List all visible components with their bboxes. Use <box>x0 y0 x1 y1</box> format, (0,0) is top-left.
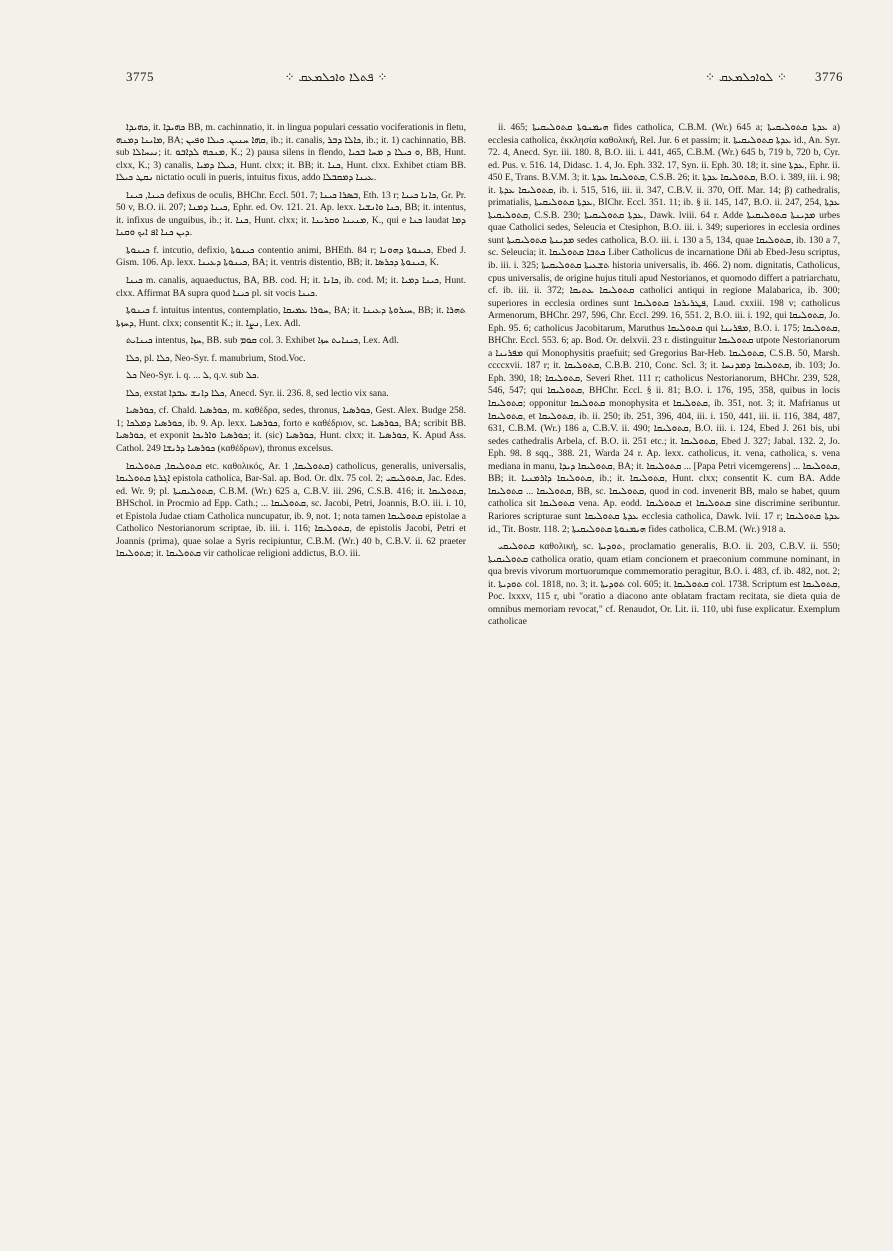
dictionary-entry: ܟܠܐ, exstat ܟܠܐ ܕܐܢܫ ܥܒܕܐ, Anecd. Syr. ii. 236. 8, sed lectio vix sana. <box>126 387 389 399</box>
page-number-left: 3775 <box>126 69 154 84</box>
running-head-left: ⁘ ܦܬܠܐ ܘܐܟܠܡܥܩ ⁘ <box>284 70 388 84</box>
dictionary-entry: ܟܠ Neo-Syr. i. q. ... ܠ, q.v. sub ܟܠ. <box>126 370 260 382</box>
dictionary-entry: ܟܘܪܣܝܐ, cf. Chald. ܟܘܪܣܝܐ, m. καθέδρα, sedes, thronus, ܟܘܪܣܝܐ, Gest. Alex. Budge 258. 1; ܟܘܪܣܝܐ ܕܡܠܟܐ, ib. 9. Ap. lexx. ܟܘܪܣܝܐ, forto e καθέδριον, sc. ܟܘܪܣܝܐ, BA; scribit BB. ܟܘܪܣܝܐ, et exponit ܟܘܪܣܝܐ ܘܐܪܝܟܐ; it. (sic) ܟܘܪܣܝܐ, Hunt. clxx; it. ܟܘܪܣܝܐ, K. Apud Ass. Cathol. 249 ܟܘܪܣܝܐ ܕܪܝܫܐ (καθέδρων), thronus excelsus. <box>116 405 466 455</box>
dictionary-entry: ܟܝܢܐ, ܟܝܢܐ defixus de oculis, BHChr. Eccl. 501. 7; ܒܣܪܐ ܟܝܢܐ, Eth. 13 r; ܟܐܢܐ ܟܝܢܐ, Gr. Pr. 50 v, B.O. ii. 207; ܟܝܢܐ ܕܡܢܐ, Ephr. ed. Ov. 121. 21. Ap. lexx. ܟܢܐ ܘܐܢܫܝܐ, BB; it. intentus, it. infixus de unguibus, ib.; it. ܟܢܐ, Hunt. clxx; it. ܡܢܝܢܐ ܘܩܪܝܢܐ, K., qui e ܟܢܐ laudat ܕܡܐ ܕܝܢ ܟܢܐ ܐܦ ܐܝܟ ܘܩܢܐ. <box>116 189 466 239</box>
dictionary-entry: ܩܬܘܠܝܩܝ καθολική, sc. ܬܘܕܝܬܐ, proclamatio generalis, B.O. ii. 203, C.B.V. ii. 550; ܩܬܘܠܝܩܝܬܐ catholica oratio, quam etiam concionem et praeconium commune nominant, in qua brevis vivorum mortuorumque commemoratio peragitur, B.O. i. 483, cf. ib. 482, not. 2; it. ܬܘܕܝܬܐ col. 1818, no. 3; it. ܬܘܕܝܬܐ col. 605; it. ܩܬܘܠܝܩܐ col. 1738. Scriptum est ܩܬܘܠܝܩܐ, Poc. lxxxv, 115 r, ubi "oratio a diacono ante oblatam fractam recitata, sie dieta quia de omnibus memoriam revocat," cf. Renaudot, Or. Lit. ii. 110, ubi fuse explicatur. Exemplum catholicae <box>488 541 840 628</box>
dictionary-entry: ܟܠܐ, pl. ܟܠܐ, Neo-Syr. f. manubrium, Stod.Voc. <box>126 352 306 364</box>
page-number-right: 3776 <box>815 69 843 84</box>
dictionary-entry: ܟܗܝܕܐ, it. ܟܗܝܕܐ BB, m. cachinnatio, it. in lingua populari cessatio vociferationis in fletu, ܡܐܝܢܐ ܕܡܢܗ, BA; ܩܗܐ ܚܢܝܢ. ܟܝܠܐ ܘܦܝܢ, ib.; it. canalis, ܟܐܠܐ ܕܒܪ, ib.; it. 1) cachinnatio, BB. sub ܢܝܚܐܠܐ; it. ܡܢܟܗ ܠܕܐܒܘ, K.; 2) pausa silens in flendo, ܘ ܟܝܠܐ ܕ ܡܚܐ ܒܟܝܐ, BB, Hunt. clxx, K.; 3) canalis, ܟܝܠܐ ܕܡܝܐ, Hunt. clxx; it. BB; it. ܟܢܐ, Hunt. clxx. Exhibet ctiam BB. ܢܩܛ ܟܝܠܐ nictatio oculi in pueris, intuitus fixus, addo ܥܝܢܐ ܕܡܩܒܠܐ. <box>116 122 466 184</box>
dictionary-entry: ܩܬܘܠܝܩܐ, ܩܬܘܠܝܩܐ etc. καθολικός, Ar. ܩܬܘܠܝܩܐ, 1) catholicus, generalis, universalis, ܐܓܪܬܐ ܩܬܘܠܝܩܐ epistola catholica, Bar-Sal. ap. Bod. Or. dlx. 75 col. 2; ܩܬܘܠܝܩܝ, Jac. Edes. ed. Wr. 9; pl. ܩܬܘܠܝܩܝܬܐ, C.B.M. (Wr.) 625 a, C.B.V. iii. 296, C.S.B. 416; it. ܩܬܘܠܝܩܐ, BHSchol. in Procmio ad Epp. Cath.; ... ܩܬܘܠܝܩܐ, sc. Jacobi, Petri, Joannis, B.O. iii. i. 10, et Epistola Judae ctiam Catholica nuncupatur, ib. 9, not. 1; nota tamen ܩܬܘܠܝܩܐ epistolae a Catholico Nestorianorum scriptae, ib. iii. i. 116; ܩܬܘܠܝܩܐ, de epistolis Jacobi, Petri et Joannis (prima), quae solae a Syris recipiuntur, C.B.M. (Wr.) 40 b, C.B.V. ii. 62 praeter ܩܬܘܠܝܩܐ; it. ܩܬܘܠܝܩܐ vir catholicae religioni addictus, B.O. iii. <box>116 460 466 560</box>
dictionary-entry: ܟܝܢܘܬܐ f. intuitus intentus, contemplatio, ܚܘܪܐ ܥܡܝܩܐ, BA; it. ܚܝܪܘܬܐ ܕܥܝܢܐ, BB; it. ܬܗܪܐ ܕܚܙܬܐ, Hunt. clxx; consentit K.; it. ܢܨܐ, Lex. Adl. <box>116 305 466 329</box>
dictionary-entry: ܟܝܢܘܬܐ f. intcutio, defixio, ܟܝܢܘܬܐ contentio animi, BHEth. 84 r; ܟܝܢܘܬܐ ܕܗܘܢܐ, Ebed J. Gism. 106. Ap. lexx. ܟܝܢܘܬܐ ܕܥܝܢܐ, BA; it. ventris distentio, BB; it. ܟܝܢܘܬܐ ܕܟܪܣܐ, K. <box>116 244 466 269</box>
running-head-right: ⁘ ܠܘܐܟܠܡܥܩ ⁘ <box>705 70 787 84</box>
right-column <box>488 122 840 1222</box>
left-column <box>116 122 466 1222</box>
dictionary-entry: ܟܝܢܐܝܬ intentus, ܚܙܐ, BB. sub ܩܘܡ col. 3. Exhibet ܟܝܢܐܝܬ ܚܙܐ, Lex. Adl. <box>126 335 399 347</box>
page-header <box>126 66 853 88</box>
dictionary-entry: ܟܝܢܐ m. canalis, aquaeductus, BA, BB. cod. H; it. ܟܐܢܐ, ib. cod. M; it. ܟܝܢܐ ܕܡܝܐ, Hunt. clxx. Affirmat BA supra quod ܟܝܢܐ pl. sit vocis ܟܝܢܐ. <box>116 275 466 299</box>
dictionary-entry: ii. 465; ܗܝܡܢܘܬܐ ܩܬܘܠܝܩܝܬܐ fides catholica, C.B.M. (Wr.) 645 a; ܥܕܬܐ ܩܬܘܠܝܩܝܬܐ a) ecclesia catholica, ἐκκλησία καθολική, Rel. Jur. 6 et passim; it. ܥܕܬܐ ܩܬܘܠܝܩܝܬܐ id., An. Syr. 72. 4, Anecd. Syr. iii. 180. 8, B.O. iii. i. 441, 465, C.B.M. (Wr.) 645 b, 719 b, 720 b, Cyr. ed. Pus. v. 516. 14, Didasc. 1. 4, Jo. Eph. 332. 17, Syn. ii. Eph. 30. 18; it. sine ܥܕܬܐ, Ephr. ii. 450 E, Trans. B.V.M. 3; it. ܩܬܘܠܝܩܐ ܥܕܬܐ, C.S.B. 26; it. ܩܬܘܠܝܩܐ ܥܕܬܐ, B.O. i. 389, iii. i. 98; it. ܩܬܘܠܝܩܐ ܥܕܬܐ, ib. i. 515, 516, iii. ii. 347, C.B.V. ii. 370, Off. Mar. 14; β) cathedralis, primatialis, ܥܕܬܐ ܩܬܘܠܝܩܝܬܐ, BIChr. Eccl. 351. 11; ib. § ii. 145, 147, B.O. ii. 247, 254, ܥܕܬܐ ܩܬܘܠܝܩܝܬܐ, C.S.B. 230; ܥܕܬܐ ܩܬܘܠܝܩܝܬܐ, Dawk. lviii. 64 r. Adde ܡܕܝܢܬܐ ܩܬܘܠܝܩܝܬܐ urbes quae Catholici sedes, Seleucia et Ctesiphon, B.O. iii. i. 349; superiores in ecclesia ordines sunt ܡܕܝܢܬܐ ܩܬܘܠܝܩܝܬܐ sedes catholica, B.O. iii. i. 130 a 5, 134, quae ܩܬܘܠܝܩܐ, ib. 130 a 7, sc. Seleucia; it. ܟܬܒܐ ܩܬܘܠܝܩܐ Liber Catholicus de incarnatione Dñi ab Ebed-Jesu scriptus, ib. iii. i. 325; ܬܫܥܝܬܐ ܩܬܘܠܝܩܝܬܐ historia universalis, ib. 466. 2) nom. dignitatis, Catholicus, cpus universalis, de origine hujus tituli apud Nestorianos, et quomodo differt a patriarchatu, cf. ib. iii. ii. 372; ܩܬܘܠܝܩܐ ܥܬܝܩܐ catholici antiqui in regione Malabarica, ib. 300; superiores in ecclesia ordines sunt ܦܛܪܝܪܟܐ ܩܬܘܠܝܩܐ, Laud. cxxiii. 198 v; catholicus Armenorum, BHChr. 297, 596, Chr. Eccl. 299. 16, 551. 2, B.O. iii. i. 192, qui ܩܬܘܠܝܩܐ, Jo. Eph. 95. 6; catholicus Jacobitarum, Maruthus ܩܬܘܠܝܩܐ qui ܡܦܪܝܢܐ, B.O. i. 175; ܩܬܘܠܝܩܐ, BHChr. Eccl. 553. 6; ap. Bod. Or. delxvii. 23 r. distinguitur ܩܬܘܠܝܩܐ utpote Nestorianorum a ܡܦܪܝܢܐ qui Monophysitis praefuit; sed Gregorius Bar-Heb. ܩܬܘܠܝܩܐ, C.S.B. 50, Marsh. ccccxvii. 187 r; it. ܩܬܘܠܝܩܐ, C.B.B. 210, Conc. Scl. 3; it. ܩܬܘܠܝܩܐ ܕܡܕܢܚܐ, ib. 103; Jo. Eph. 390, 18; ܩܬܘܠܝܩܐ, Severi Rhet. 111 r; catholicus Nestorianorum, BHChr. 239, 528, 546, 547; qui ܩܬܘܠܝܩܐ, BHChr. Eccl. § ii. 81; B.O. i. 176, 195, 358, quibus in locis ܩܬܘܠܝܩܐ; opponitur ܩܬܘܠܝܩܐ monophysita et ܩܬܘܠܝܩܐ, ib. 351, not. 3; it. Mafrianus ut ܩܬܘܠܝܩܐ, et ܩܬܘܠܝܩܐ, ib. ii. 250; ib. 251, 396, 404, iii. i. 150, 441, iii. ii. 116, 384, 487, 631, C.B.M. (Wr.) 186 a, C.B.V. ii. 490; ܩܬܘܠܝܩܐ, B.O. iii. i. 124, Ebed J. 261 bis, ubi sedes cathedralis Arbela, cf. B.O. ii. 251 etc.; it. ܩܬܘܠܝܩܐ, Ebed J. 327; Jabal. 132. 2, Jo. Eph. 98. 8 sqq., 388. 21, Warda 24 r. Ap. lexx. catholicus, it. vena, catholica, s. vena mediana in manu, ܩܬܘܠܝܩܐ ܕܝܕܐ, BA; it. ܩܬܘܠܝܩܐ ... [Papa Petri vicemgerens] ... ܩܬܘܠܝܩܐ, BB; it. ܩܬܘܠܝܩܐ ܕܐܪܡܢܝܐ, ib.; it. ܩܬܘܠܝܩܐ, Hunt. clxx; consentit K. cum BA. Adde ܩܬܘܠܝܩܐ ... ܩܬܘܠܝܩܐ, BB, sc. ܩܬܘܠܝܩܐ, quod in cod. invenerit BB, malo se habet, quum catholica sit ܩܬܘܠܝܩܐ vena. Ap. eodd. ܩܬܘܠܝܩܐ et ܩܬܘܠܝܩܐ sine discrimine seribuntur. Rariores scripturae sunt ܥܕܬܐ ܩܬܘܠܝܩܐ ecclesia catholica, Dawk. lvii. 17 r; ܥܕܬܐ ܩܬܘܠܝܩܐ id., Tit. Bostr. 118. 2; ܗܝܡܢܘܬܐ ܩܬܘܠܝܩܝܬܐ fides catholica, C.B.M. (Wr.) 918 a. <box>488 122 840 535</box>
